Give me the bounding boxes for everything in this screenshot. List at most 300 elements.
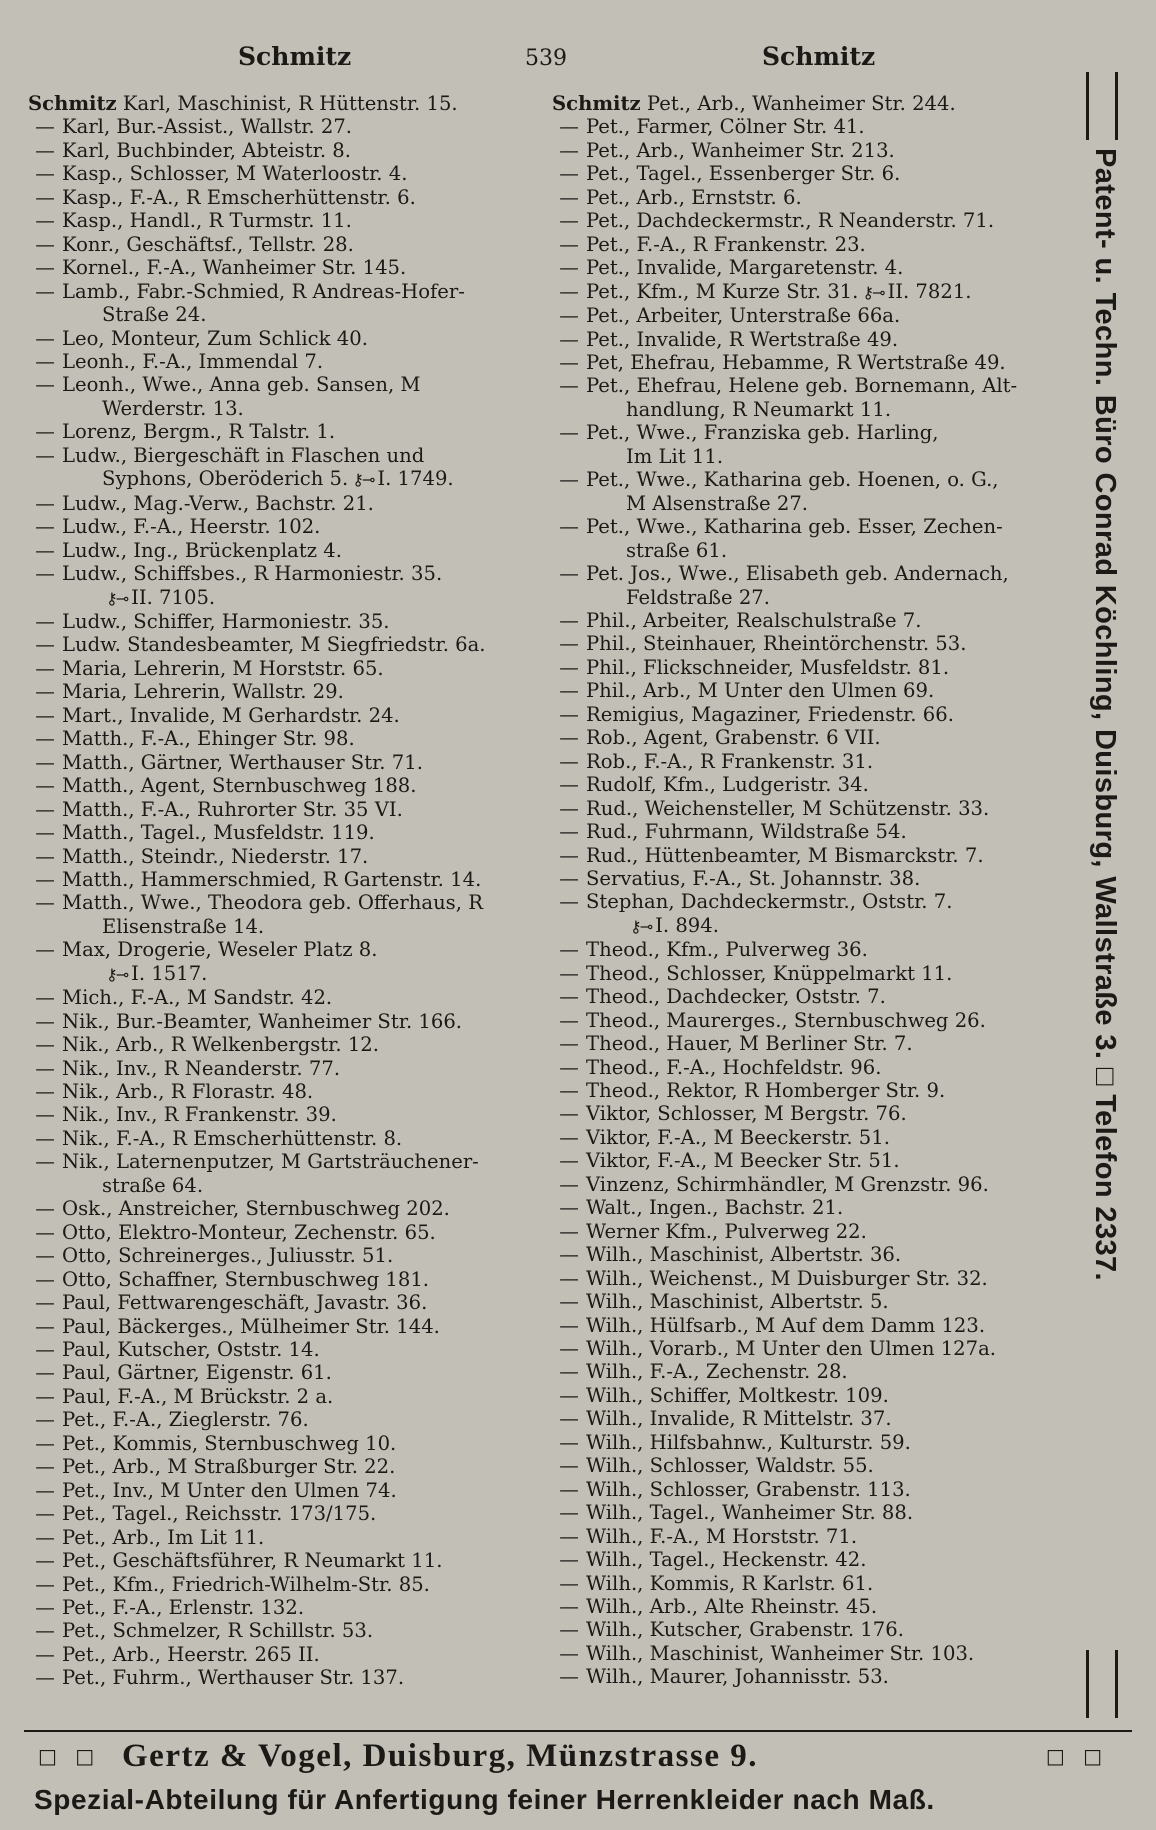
entry-dash: — xyxy=(35,1220,55,1244)
directory-entry xyxy=(28,727,534,750)
entry-dash: — xyxy=(35,750,55,774)
side-rule-bottom xyxy=(1086,1650,1118,1718)
entry-text: Phil., Arb., M Unter den Ulmen 69. xyxy=(586,679,935,703)
entry-text: Matth., Steindr., Niederstr. 17. xyxy=(62,844,369,868)
entry-dash: — xyxy=(559,726,579,750)
directory-entry xyxy=(552,1501,1070,1524)
entry-text: Pet. Jos., Wwe., Elisabeth geb. Andernach, xyxy=(586,562,1009,586)
directory-entry xyxy=(28,233,534,256)
directory-entry xyxy=(552,1572,1070,1595)
entry-dash: — xyxy=(559,890,579,914)
entry-dash: — xyxy=(35,727,55,751)
directory-entry xyxy=(552,1665,1070,1688)
directory-entry xyxy=(552,1149,1070,1172)
entry-text: Rud., Weichensteller, M Schützenstr. 33. xyxy=(586,796,990,820)
entry-dash: — xyxy=(559,820,579,844)
directory-entry xyxy=(552,679,1070,702)
directory-entry xyxy=(552,867,1070,890)
directory-entry xyxy=(552,92,1070,115)
directory-entry xyxy=(28,562,534,585)
entry-dash: — xyxy=(35,1197,55,1221)
entry-text: Wilh., Hülfsarb., M Auf dem Damm 123. xyxy=(586,1313,986,1337)
entry-dash: — xyxy=(559,702,579,726)
entry-text: Matth., Wwe., Theodora geb. Offerhaus, R xyxy=(62,891,483,915)
entry-text: Pet., Wwe., Katharina geb. Esser, Zechen- xyxy=(586,515,1003,539)
entry-text: Pet., Invalide, R Wertstraße 49. xyxy=(586,327,899,351)
entry-dash: — xyxy=(35,986,55,1010)
entry-text: Rud., Hüttenbeamter, M Bismarckstr. 7. xyxy=(586,843,984,867)
entry-dash: — xyxy=(35,1502,55,1526)
page-number: 539 xyxy=(525,46,567,71)
directory-entry xyxy=(28,209,534,232)
entry-text: Ludw., Ing., Brückenplatz 4. xyxy=(62,538,342,562)
telephone-icon: ⚷⊸ xyxy=(862,282,884,302)
directory-entry xyxy=(28,467,534,491)
entry-text: Ludw., F.-A., Heerstr. 102. xyxy=(62,515,321,539)
entry-dash: — xyxy=(559,374,579,398)
entry-text: Nik., Inv., R Frankenstr. 39. xyxy=(62,1103,337,1127)
directory-entry xyxy=(552,1407,1070,1430)
entry-dash: — xyxy=(35,633,55,657)
entry-text: straße 61. xyxy=(626,538,728,562)
directory-entry xyxy=(552,1431,1070,1454)
directory-entry xyxy=(552,797,1070,820)
entry-dash: — xyxy=(35,1033,55,1057)
entry-text: Wilh., Vorarb., M Unter den Ulmen 127a. xyxy=(586,1337,997,1361)
entry-text: Viktor, Schlosser, M Bergstr. 76. xyxy=(586,1102,907,1126)
directory-entry xyxy=(552,492,1070,515)
directory-entry xyxy=(28,1057,534,1080)
entry-text: Ludw., Biergeschäft in Flaschen und xyxy=(62,443,425,467)
entry-text: Werderstr. 13. xyxy=(102,396,244,420)
directory-entry xyxy=(28,280,534,303)
directory-entry xyxy=(552,750,1070,773)
directory-entry xyxy=(552,1337,1070,1360)
entry-dash: — xyxy=(35,938,55,962)
directory-entry xyxy=(552,1126,1070,1149)
entry-text: Wilh., F.-A., Zechenstr. 28. xyxy=(586,1360,848,1384)
entry-text: Karl, Bur.-Assist., Wallstr. 27. xyxy=(62,115,353,139)
entry-dash: — xyxy=(35,1126,55,1150)
entry-text: Pet., Tagel., Essenberger Str. 6. xyxy=(586,162,901,186)
directory-entry xyxy=(552,1173,1070,1196)
entry-dash: — xyxy=(35,774,55,798)
entry-text: Pet., F.-A., R Frankenstr. 23. xyxy=(586,232,866,256)
entry-text: Rob., F.-A., R Frankenstr. 31. xyxy=(586,749,874,773)
entry-text: Leo, Monteur, Zum Schlick 40. xyxy=(62,326,368,350)
directory-entry xyxy=(552,1618,1070,1641)
directory-entry xyxy=(552,304,1070,327)
entry-text: Matth., F.-A., Ruhrorter Str. 35 VI. xyxy=(62,797,403,821)
entry-text: Matth., Gärtner, Werthauser Str. 71. xyxy=(62,750,423,774)
running-header xyxy=(0,42,1156,82)
directory-entry xyxy=(28,139,534,162)
header-right-name: Schmitz xyxy=(762,42,876,71)
entry-text: Theod., Rektor, R Homberger Str. 9. xyxy=(586,1079,946,1103)
directory-entry xyxy=(552,1079,1070,1102)
directory-entry xyxy=(28,845,534,868)
side-advertisement xyxy=(1085,148,1125,1688)
entry-text: Wilh., Arb., Alte Rheinstr. 45. xyxy=(586,1595,878,1618)
directory-entry xyxy=(28,1127,534,1150)
entry-dash: — xyxy=(559,1172,579,1196)
entry-text: Pet., Arb., Heerstr. 265 II. xyxy=(62,1642,320,1666)
directory-entry xyxy=(552,1102,1070,1125)
entry-text: Pet., Geschäftsführer, R Neumarkt 11. xyxy=(62,1549,443,1573)
entry-dash: — xyxy=(559,138,579,162)
footer-divider xyxy=(24,1730,1132,1732)
directory-entry xyxy=(552,1056,1070,1079)
entry-dash: — xyxy=(559,938,579,962)
entry-text: Wilh., Weichenst., M Duisburger Str. 32. xyxy=(586,1266,988,1290)
entry-dash: — xyxy=(559,1477,579,1501)
entry-dash: — xyxy=(559,632,579,656)
directory-entry xyxy=(552,1267,1070,1290)
directory-entry xyxy=(28,1315,534,1338)
directory-entry xyxy=(552,328,1070,351)
entry-text: Maria, Lehrerin, M Horststr. 65. xyxy=(62,656,384,680)
entry-text: Pet., F.-A., Zieglerstr. 76. xyxy=(62,1408,309,1432)
entry-dash: — xyxy=(35,609,55,633)
directory-entry xyxy=(552,139,1070,162)
entry-text: Pet., Ehefrau, Helene geb. Bornemann, Alt- xyxy=(586,374,1018,398)
directory-entry xyxy=(552,1595,1070,1618)
directory-entry xyxy=(28,115,534,138)
entry-dash: — xyxy=(559,115,579,139)
entry-text: Paul, Fettwarengeschäft, Javastr. 36. xyxy=(62,1291,428,1315)
entry-text: Nik., F.-A., R Emscherhüttenstr. 8. xyxy=(62,1126,403,1150)
directory-entry xyxy=(552,351,1070,374)
entry-text: Kornel., F.-A., Wanheimer Str. 145. xyxy=(62,256,407,280)
telephone-icon: ⚷⊸ xyxy=(630,916,652,936)
entry-text: Matth., Tagel., Musfeldstr. 119. xyxy=(62,821,375,845)
entry-dash: — xyxy=(35,1666,55,1690)
directory-entry xyxy=(28,373,534,396)
directory-entry xyxy=(28,1385,534,1408)
directory-entry xyxy=(28,1150,534,1173)
entry-dash: — xyxy=(559,185,579,209)
side-rule-top xyxy=(1086,72,1118,140)
entry-dash: — xyxy=(35,115,55,139)
entry-text: Theod., Hauer, M Berliner Str. 7. xyxy=(586,1032,913,1056)
directory-entry xyxy=(28,1666,534,1689)
entry-phone-number: II. 7821. xyxy=(887,279,972,303)
entry-dash: — xyxy=(35,138,55,162)
directory-entry xyxy=(552,1032,1070,1055)
entry-text: Theod., Kfm., Pulverweg 36. xyxy=(586,938,868,962)
directory-entry xyxy=(552,233,1070,256)
entry-text: Werner Kfm., Pulverweg 22. xyxy=(586,1219,867,1243)
entry-text: Viktor, F.-A., M Beeckerstr. 51. xyxy=(586,1125,890,1149)
directory-entry xyxy=(552,703,1070,726)
entry-text: Viktor, F.-A., M Beecker Str. 51. xyxy=(586,1149,900,1173)
entry-text: Phil., Flickschneider, Musfeldstr. 81. xyxy=(586,655,950,679)
entry-dash: — xyxy=(559,1571,579,1595)
directory-entry xyxy=(28,1455,534,1478)
entry-dash: — xyxy=(559,562,579,586)
directory-entry xyxy=(552,162,1070,185)
entry-dash: — xyxy=(35,162,55,186)
entry-dash: — xyxy=(559,1290,579,1314)
entry-dash: — xyxy=(559,232,579,256)
directory-entry xyxy=(28,891,534,914)
entry-dash: — xyxy=(35,891,55,915)
directory-entry xyxy=(28,633,534,656)
directory-entry xyxy=(28,962,534,986)
footer-company-line: Gertz & Vogel, Duisburg, Münzstrasse 9. xyxy=(122,1738,758,1774)
entry-text: Pet, Ehefrau, Hebamme, R Wertstraße 49. xyxy=(586,350,1006,374)
entry-dash: — xyxy=(559,304,579,328)
entry-text: Pet., Invalide, Margaretenstr. 4. xyxy=(586,256,904,280)
entry-text: Pet., F.-A., Erlenstr. 132. xyxy=(62,1596,305,1619)
telephone-icon: ⚷⊸ xyxy=(106,588,128,608)
entry-text: Leonh., Wwe., Anna geb. Sansen, M xyxy=(62,373,421,397)
entry-text: Lamb., Fabr.-Schmied, R Andreas-Hofer- xyxy=(62,279,465,303)
directory-entry xyxy=(552,914,1070,938)
entry-text: Maria, Lehrerin, Wallstr. 29. xyxy=(62,680,344,704)
directory-entry xyxy=(28,186,534,209)
entry-text: Elisenstraße 14. xyxy=(102,914,265,938)
entry-text: Konr., Geschäftsf., Tellstr. 28. xyxy=(62,232,354,256)
directory-entry xyxy=(28,397,534,420)
entry-dash: — xyxy=(559,961,579,985)
directory-entry xyxy=(552,1454,1070,1477)
entry-text: Syphons, Oberöderich 5. xyxy=(102,467,349,491)
entry-dash: — xyxy=(559,350,579,374)
entry-text: Otto, Elektro-Monteur, Zechenstr. 65. xyxy=(62,1220,436,1244)
entry-text: Nik., Bur.-Beamter, Wanheimer Str. 166. xyxy=(62,1009,463,1033)
entry-text: Theod., Dachdecker, Oststr. 7. xyxy=(586,985,886,1009)
entry-text: Pet., Tagel., Reichsstr. 173/175. xyxy=(62,1502,377,1526)
entry-dash: — xyxy=(35,1150,55,1174)
entry-dash: — xyxy=(559,866,579,890)
entry-text: Wilh., Tagel., Heckenstr. 42. xyxy=(586,1548,867,1572)
entry-text: Straße 24. xyxy=(102,303,207,327)
entry-dash: — xyxy=(35,844,55,868)
entry-text: Nik., Laternenputzer, M Gartsträuchener- xyxy=(62,1150,479,1174)
entry-text: Pet., Kfm., M Kurze Str. 31. xyxy=(586,279,859,303)
entry-text: Mich., F.-A., M Sandstr. 42. xyxy=(62,986,333,1010)
entry-text: Paul, F.-A., M Brückstr. 2 a. xyxy=(62,1384,334,1408)
directory-entry xyxy=(28,1619,534,1642)
entry-text: Pet., Schmelzer, R Schillstr. 53. xyxy=(62,1619,374,1643)
directory-entry xyxy=(28,868,534,891)
entry-text: Pet., Wwe., Franziska geb. Harling, xyxy=(586,421,939,445)
entry-text: Kasp., Schlosser, M Waterloostr. 4. xyxy=(62,162,408,186)
directory-entry xyxy=(28,420,534,443)
entry-dash: — xyxy=(35,1408,55,1432)
directory-entry xyxy=(28,1338,534,1361)
directory-entry xyxy=(28,938,534,961)
entry-dash: — xyxy=(35,1338,55,1362)
entry-text: M Alsenstraße 27. xyxy=(626,491,809,515)
directory-entry xyxy=(552,1548,1070,1571)
entry-dash: — xyxy=(559,1524,579,1548)
entry-text: Matth., Agent, Sternbuschweg 188. xyxy=(62,774,417,798)
directory-entry xyxy=(28,1596,534,1619)
entry-dash: — xyxy=(35,656,55,680)
entry-dash: — xyxy=(35,680,55,704)
entry-dash: — xyxy=(559,1102,579,1126)
entry-dash: — xyxy=(559,679,579,703)
entry-dash: — xyxy=(559,327,579,351)
entry-dash: — xyxy=(559,1430,579,1454)
entry-text: Osk., Anstreicher, Sternbuschweg 202. xyxy=(62,1197,450,1221)
entry-dash: — xyxy=(35,1361,55,1385)
entry-text: Karl, Maschinist, R Hüttenstr. 15. xyxy=(116,92,458,115)
entry-text: Theod., F.-A., Hochfeldstr. 96. xyxy=(586,1055,882,1079)
entry-dash: — xyxy=(559,1196,579,1220)
directory-entry xyxy=(552,1360,1070,1383)
entry-dash: — xyxy=(35,185,55,209)
entry-text: Theod., Maurerges., Sternbuschweg 26. xyxy=(586,1008,986,1032)
directory-entry xyxy=(552,398,1070,421)
entry-dash: — xyxy=(35,1103,55,1127)
entry-text: Nik., Inv., R Neanderstr. 77. xyxy=(62,1056,341,1080)
directory-entry xyxy=(552,1478,1070,1501)
directory-entry xyxy=(552,1314,1070,1337)
directory-entry xyxy=(28,1197,534,1220)
entry-text: Max, Drogerie, Weseler Platz 8. xyxy=(62,938,378,962)
entry-text: Otto, Schaffner, Sternbuschweg 181. xyxy=(62,1267,430,1291)
entry-dash: — xyxy=(35,821,55,845)
entry-text: Wilh., Maurer, Johannisstr. 53. xyxy=(586,1665,889,1689)
entry-dash: — xyxy=(35,1525,55,1549)
entry-dash: — xyxy=(559,1008,579,1032)
entry-text: Pet., Arb., Wanheimer Str. 213. xyxy=(586,138,895,162)
entry-text: Paul, Kutscher, Oststr. 14. xyxy=(62,1338,320,1362)
entry-dash: — xyxy=(559,608,579,632)
entry-phone-number: I. 1749. xyxy=(377,467,454,491)
directory-entry xyxy=(28,492,534,515)
entry-dash: — xyxy=(35,1056,55,1080)
entry-text: Wilh., Schlosser, Grabenstr. 113. xyxy=(586,1477,911,1501)
directory-entry xyxy=(28,444,534,467)
entry-dash: — xyxy=(559,421,579,445)
directory-entry xyxy=(552,1290,1070,1313)
entry-dash: — xyxy=(35,1549,55,1573)
entry-dash: — xyxy=(559,1595,579,1618)
entry-dash: — xyxy=(35,1642,55,1666)
directory-entry xyxy=(28,774,534,797)
entry-text: Pet., Kommis, Sternbuschweg 10. xyxy=(62,1431,397,1455)
entry-text: Paul, Bäckerges., Mülheimer Str. 144. xyxy=(62,1314,440,1338)
side-advertisement-text: Patent- u. Techn. Büro Conrad Köchling, Duisburg, Wallstraße 3. □ Telefon 2337. xyxy=(1089,148,1121,1281)
directory-entry xyxy=(28,1268,534,1291)
directory-entry xyxy=(28,586,534,610)
entry-phone-number: I. 1517. xyxy=(131,961,208,985)
entry-text: Wilh., Maschinist, Wanheimer Str. 103. xyxy=(586,1641,975,1665)
directory-entry xyxy=(28,1573,534,1596)
entry-text: Wilh., Maschinist, Albertstr. 36. xyxy=(586,1243,902,1267)
directory-entry xyxy=(28,92,534,115)
entry-text: Vinzenz, Schirmhändler, M Grenzstr. 96. xyxy=(586,1172,989,1196)
directory-entry xyxy=(552,515,1070,538)
entry-text: Pet., Arb., Ernststr. 6. xyxy=(586,185,802,209)
directory-entry xyxy=(28,303,534,326)
entry-surname: Schmitz xyxy=(552,92,641,115)
entry-dash: — xyxy=(35,867,55,891)
directory-entry xyxy=(552,468,1070,491)
directory-entry xyxy=(552,256,1070,279)
entry-text: Kasp., F.-A., R Emscherhüttenstr. 6. xyxy=(62,185,416,209)
entry-text: Leonh., F.-A., Immendal 7. xyxy=(62,349,324,373)
directory-entry xyxy=(28,1361,534,1384)
entry-dash: — xyxy=(35,349,55,373)
entry-dash: — xyxy=(35,1291,55,1315)
entry-dash: — xyxy=(35,1314,55,1338)
entry-text: Wilh., Tagel., Wanheimer Str. 88. xyxy=(586,1501,914,1525)
directory-entry xyxy=(552,209,1070,232)
entry-dash: — xyxy=(35,703,55,727)
directory-entry xyxy=(552,1220,1070,1243)
entry-text: Stephan, Dachdeckermstr., Oststr. 7. xyxy=(586,890,953,914)
directory-entry xyxy=(28,821,534,844)
directory-entry xyxy=(28,1103,534,1126)
entry-text: Wilh., Hilfsbahnw., Kulturstr. 59. xyxy=(586,1430,911,1454)
entry-dash: — xyxy=(35,1596,55,1619)
footer-tagline: Spezial-Abteilung für Anfertigung feiner Herrenkleider nach Maß. xyxy=(34,1784,935,1815)
entry-text: Pet., Farmer, Cölner Str. 41. xyxy=(586,115,865,139)
directory-entry xyxy=(28,680,534,703)
directory-entry xyxy=(28,751,534,774)
directory-entry xyxy=(28,162,534,185)
entry-text: Pet., Arb., Wanheimer Str. 244. xyxy=(640,92,956,115)
directory-entry xyxy=(28,1549,534,1572)
entry-dash: — xyxy=(559,1055,579,1079)
entry-dash: — xyxy=(35,1009,55,1033)
entry-text: Remigius, Magaziner, Friedenstr. 66. xyxy=(586,702,954,726)
entry-dash: — xyxy=(35,256,55,280)
directory-entry xyxy=(28,1010,534,1033)
telephone-icon: ⚷⊸ xyxy=(106,964,128,984)
entry-text: Rud., Fuhrmann, Wildstraße 54. xyxy=(586,820,907,844)
entry-dash: — xyxy=(35,1384,55,1408)
entry-dash: — xyxy=(559,749,579,773)
entry-text: Nik., Arb., R Florastr. 48. xyxy=(62,1080,314,1104)
directory-entry xyxy=(28,1221,534,1244)
header-left-name: Schmitz xyxy=(238,42,352,71)
entry-text: Phil., Arbeiter, Realschulstraße 7. xyxy=(586,608,922,632)
entry-text: Ludw., Schiffer, Harmoniestr. 35. xyxy=(62,609,390,633)
entry-dash: — xyxy=(559,1219,579,1243)
entry-text: Wilh., Maschinist, Albertstr. 5. xyxy=(586,1290,889,1314)
directory-entry xyxy=(28,1643,534,1666)
directory-entry xyxy=(28,1526,534,1549)
entry-dash: — xyxy=(559,515,579,539)
entry-text: Pet., Arbeiter, Unterstraße 66a. xyxy=(586,304,901,328)
footer-square-ornament-right: □ □ xyxy=(1045,1744,1108,1768)
directory-entry xyxy=(552,1009,1070,1032)
directory-entry xyxy=(552,726,1070,749)
entry-text: Wilh., Kutscher, Grabenstr. 176. xyxy=(586,1618,904,1642)
entry-text: Paul, Gärtner, Eigenstr. 61. xyxy=(62,1361,332,1385)
directory-entry xyxy=(552,773,1070,796)
entry-dash: — xyxy=(559,1337,579,1361)
entry-text: Theod., Schlosser, Knüppelmarkt 11. xyxy=(586,961,953,985)
entry-dash: — xyxy=(559,1360,579,1384)
entry-dash: — xyxy=(35,279,55,303)
directory-entry xyxy=(28,1244,534,1267)
entry-dash: — xyxy=(559,1125,579,1149)
directory-entry xyxy=(28,1174,534,1197)
entry-dash: — xyxy=(559,1665,579,1689)
entry-text: Ludw., Schiffsbes., R Harmoniestr. 35. xyxy=(62,562,443,586)
entry-dash: — xyxy=(559,1501,579,1525)
entry-text: Pet., Arb., Im Lit 11. xyxy=(62,1525,265,1549)
entry-text: Ludw. Standesbeamter, M Siegfriedstr. 6a. xyxy=(62,633,486,657)
entry-text: Walt., Ingen., Bachstr. 21. xyxy=(586,1196,844,1220)
